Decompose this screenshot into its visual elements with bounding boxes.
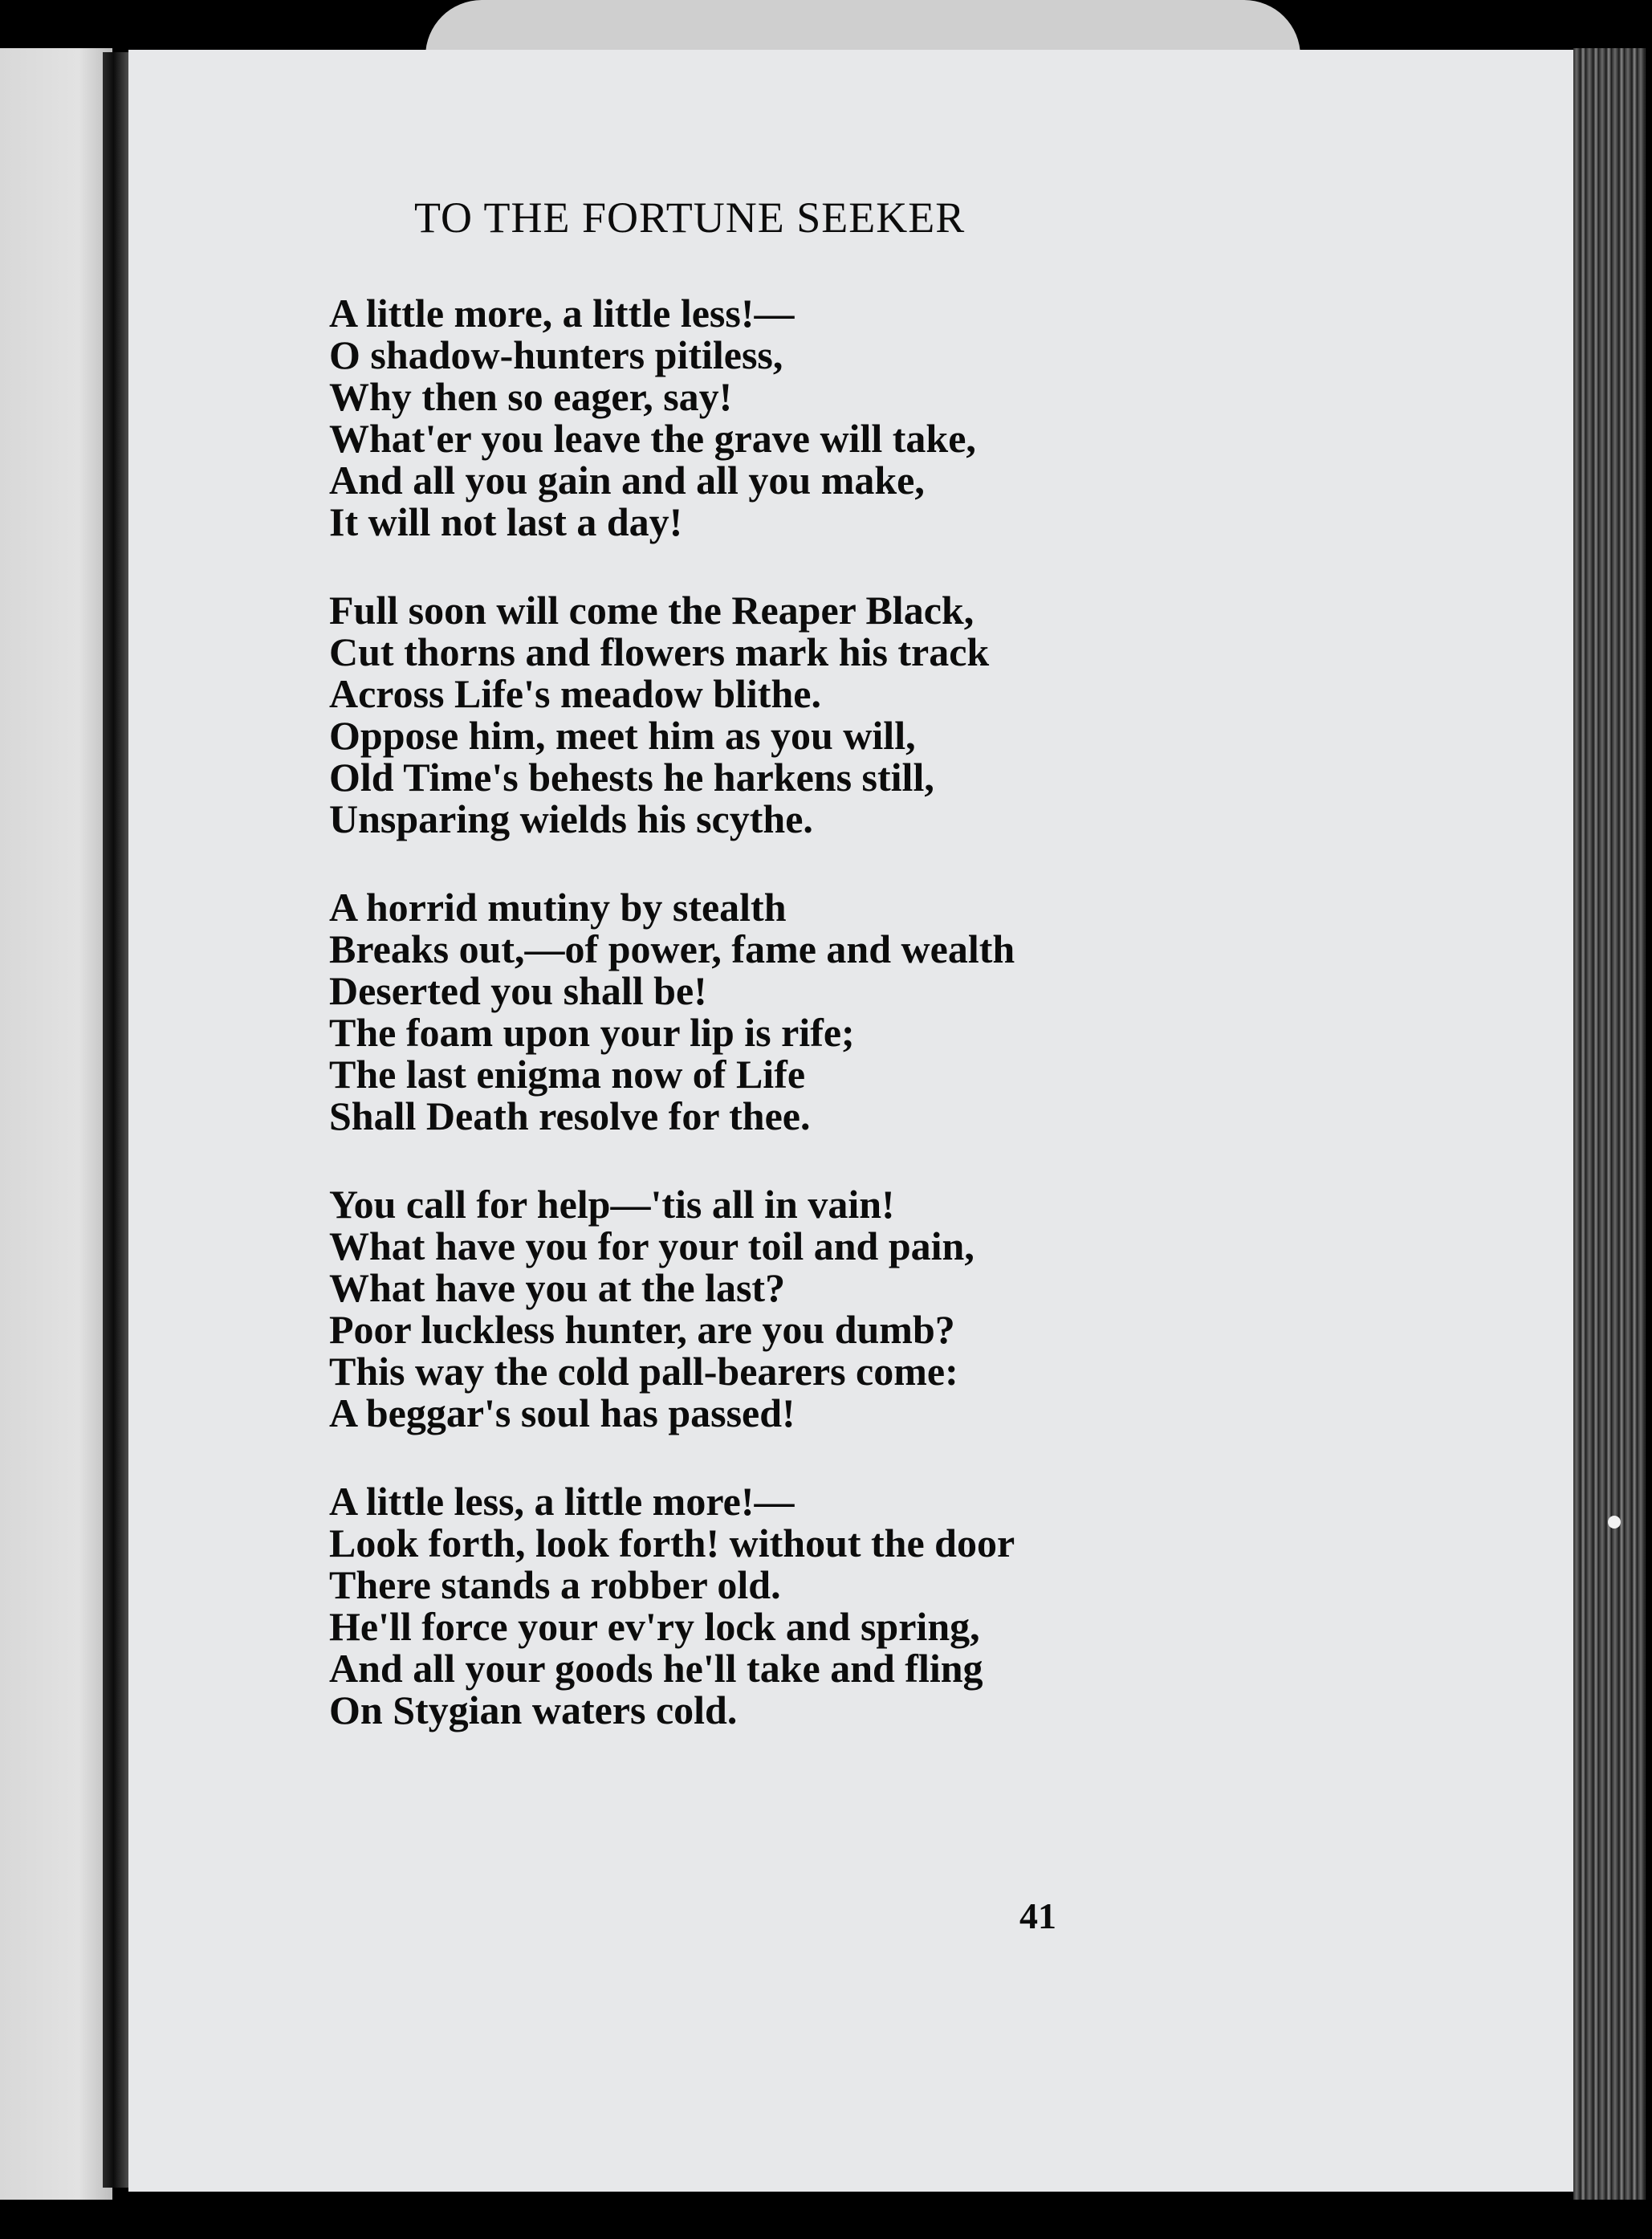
- poem-title: TO THE FORTUNE SEEKER: [414, 193, 966, 242]
- poem-line: And all your goods he'll take and fling: [329, 1646, 983, 1691]
- poem-line: Old Time's behests he harkens still,: [329, 755, 934, 800]
- poem-line: Full soon will come the Reaper Black,: [329, 588, 975, 633]
- poem: [329, 193, 1533, 1936]
- binding-edge: [1573, 48, 1646, 2200]
- poem-line: What'er you leave the grave will take,: [329, 416, 976, 461]
- poem-line: This way the cold pall-bearers come:: [329, 1349, 958, 1394]
- poem-line: And all you gain and all you make,: [329, 458, 925, 503]
- poem-line: Across Life's meadow blithe.: [329, 671, 821, 716]
- stanza: [329, 1480, 1533, 1731]
- facing-page-edge: [0, 48, 112, 2200]
- poem-line: It will not last a day!: [329, 499, 683, 544]
- poem-line: You call for help—'tis all in vain!: [329, 1182, 895, 1227]
- poem-line: There stands a robber old.: [329, 1562, 781, 1607]
- poem-line: Look forth, look forth! without the door: [329, 1520, 1015, 1565]
- poem-line: A beggar's soul has passed!: [329, 1390, 795, 1435]
- poem-line: Cut thorns and flowers mark his track: [329, 629, 990, 674]
- poem-line: On Stygian waters cold.: [329, 1687, 738, 1732]
- poem-line: He'll force your ev'ry lock and spring,: [329, 1604, 980, 1649]
- poem-line: What have you for your toil and pain,: [329, 1223, 975, 1268]
- poem-line: What have you at the last?: [329, 1265, 786, 1310]
- scan-mark: [1608, 1516, 1621, 1529]
- poem-line: Deserted you shall be!: [329, 968, 707, 1013]
- stanza: [329, 886, 1533, 1137]
- poem-line: Oppose him, meet him as you will,: [329, 713, 916, 758]
- stanza: [329, 292, 1533, 543]
- poem-line: Breaks out,—of power, fame and wealth: [329, 926, 1015, 971]
- poem-line: Shall Death resolve for thee.: [329, 1093, 811, 1138]
- poem-line: The last enigma now of Life: [329, 1052, 806, 1097]
- stanza: [329, 1183, 1533, 1434]
- poem-line: The foam upon your lip is rife;: [329, 1010, 855, 1055]
- poem-line: A little less, a little more!—: [329, 1479, 795, 1524]
- poem-line: A little more, a little less!—: [329, 291, 795, 336]
- poem-line: O shadow-hunters pitiless,: [329, 332, 783, 377]
- stanza: [329, 589, 1533, 840]
- page-number: 41: [1019, 1895, 1056, 1936]
- poem-line: Unsparing wields his scythe.: [329, 796, 813, 841]
- gutter-shadow: [103, 52, 130, 2188]
- next-leaf-edge: [425, 0, 1300, 56]
- poem-line: A horrid mutiny by stealth: [329, 885, 787, 930]
- poem-line: Why then so eager, say!: [329, 374, 733, 419]
- poem-line: Poor luckless hunter, are you dumb?: [329, 1307, 955, 1352]
